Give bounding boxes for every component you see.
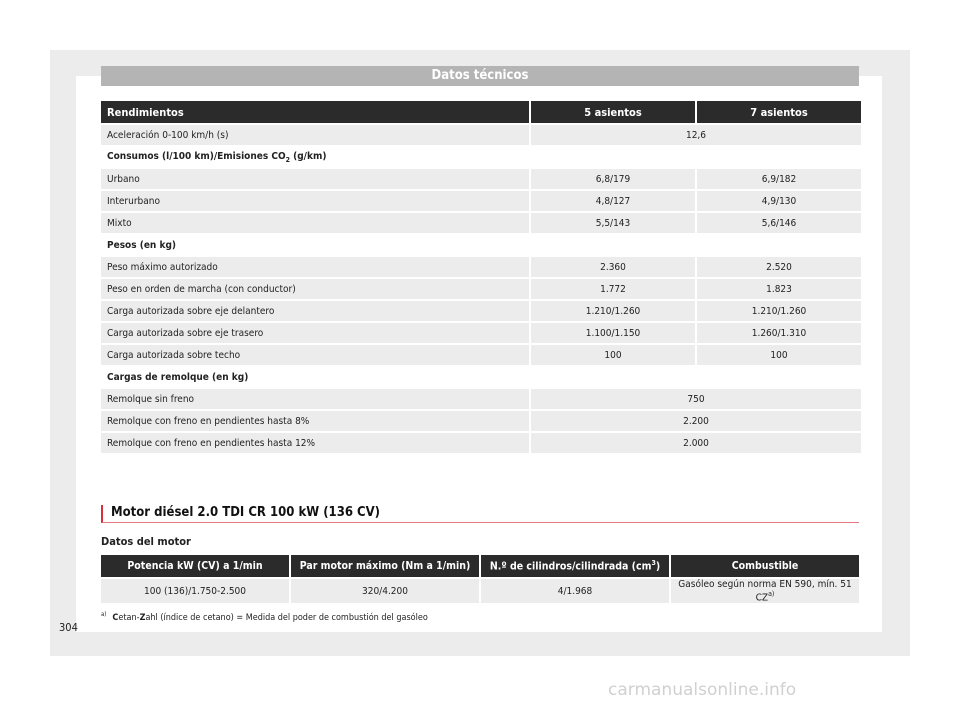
row-label: Mixto (101, 213, 529, 233)
row-label: Peso máximo autorizado (101, 257, 529, 277)
footnote-c: C (112, 613, 119, 623)
row-value-5-seats: 2.360 (531, 257, 695, 277)
row-value-7-seats: 6,9/182 (697, 169, 861, 189)
table-row (101, 433, 861, 453)
footnote-mark: a) (101, 611, 107, 618)
page-number: 304 (59, 621, 78, 634)
row-label: Peso en orden de marcha (con conductor) (101, 279, 529, 299)
footnote-text: ahl (índice de cetano) = Medida del poder de combustión del gasóleo (145, 613, 428, 623)
table-row (101, 169, 861, 189)
value-power: 100 (136)/1.750-2.500 (101, 579, 289, 603)
row-value: 750 (531, 389, 861, 409)
row-label: Remolque con freno en pendientes hasta 12% (101, 433, 529, 453)
row-value-5-seats: 100 (531, 345, 695, 365)
table-row (101, 191, 861, 211)
row-value-5-seats: 5,5/143 (531, 213, 695, 233)
header-7-asientos: 7 asientos (697, 101, 861, 123)
value-cylinders: 4/1.968 (481, 579, 669, 603)
row-label: Carga autorizada sobre techo (101, 345, 529, 365)
row-value-5-seats: 1.772 (531, 279, 695, 299)
header-5-asientos: 5 asientos (531, 101, 695, 123)
section-heading-text: Consumos (l/100 km)/Emisiones CO (107, 150, 286, 162)
value-fuel (671, 579, 859, 603)
row-label: Carga autorizada sobre eje trasero (101, 323, 529, 343)
section-heading-sub: 2 (285, 155, 290, 164)
header-rendimientos: Rendimientos (101, 101, 529, 123)
row-value-5-seats: 1.210/1.260 (531, 301, 695, 321)
row-value-7-seats: 4,9/130 (697, 191, 861, 211)
row-value: 2.200 (531, 411, 861, 431)
performance-table-body (101, 125, 861, 453)
row-value-7-seats: 2.520 (697, 257, 861, 277)
performance-table (99, 99, 863, 455)
row-label: Carga autorizada sobre eje delantero (101, 301, 529, 321)
engine-section-title: Motor diésel 2.0 TDI CR 100 kW (136 CV) (101, 505, 859, 523)
header-cylinders (481, 555, 669, 577)
row-value: 2.000 (531, 433, 861, 453)
row-value-7-seats: 5,6/146 (697, 213, 861, 233)
section-heading (101, 147, 861, 167)
table-row (101, 235, 861, 255)
header-cylinders-close: ) (655, 560, 661, 573)
value-fuel-text: Gasóleo según norma EN 590, mín. 51 CZ (678, 579, 852, 604)
header-power: Potencia kW (CV) a 1/min (101, 555, 289, 577)
table-row (101, 301, 861, 321)
header-fuel: Combustible (671, 555, 859, 577)
table-row (101, 367, 861, 387)
row-label: Remolque sin freno (101, 389, 529, 409)
table-row (101, 411, 861, 431)
fuel-footnote-mark: a) (768, 590, 775, 598)
row-value: 12,6 (531, 125, 861, 145)
header-torque: Par motor máximo (Nm a 1/min) (291, 555, 479, 577)
table-header-row (101, 101, 861, 123)
page-title: Datos técnicos (101, 66, 859, 86)
row-label: Interurbano (101, 191, 529, 211)
row-label: Remolque con freno en pendientes hasta 8% (101, 411, 529, 431)
row-value-7-seats: 1.823 (697, 279, 861, 299)
section-heading: Cargas de remolque (en kg) (101, 367, 861, 387)
row-value-5-seats: 4,8/127 (531, 191, 695, 211)
table-row (101, 213, 861, 233)
table-header-row (101, 555, 859, 577)
footnote (101, 611, 428, 623)
table-row (101, 389, 861, 409)
header-cylinders-sup: 3 (651, 559, 656, 568)
watermark-text: carmanualsonline.info (608, 680, 797, 700)
table-row (101, 125, 861, 145)
row-value-5-seats: 6,8/179 (531, 169, 695, 189)
row-value-5-seats: 1.100/1.150 (531, 323, 695, 343)
row-value-7-seats: 100 (697, 345, 861, 365)
engine-table (99, 553, 861, 605)
section-heading-unit: (g/km) (290, 150, 327, 162)
table-row (101, 147, 861, 167)
table-row (101, 579, 859, 603)
footnote-etan: etan- (118, 613, 140, 623)
row-label: Urbano (101, 169, 529, 189)
row-label: Aceleración 0-100 km/h (s) (101, 125, 529, 145)
engine-data-subtitle: Datos del motor (101, 535, 191, 548)
table-row (101, 323, 861, 343)
footnote-z: Z (139, 613, 146, 623)
table-row (101, 345, 861, 365)
header-cylinders-text: N.º de cilindros/cilindrada (cm (489, 560, 652, 573)
row-value-7-seats: 1.260/1.310 (697, 323, 861, 343)
row-value-7-seats: 1.210/1.260 (697, 301, 861, 321)
section-heading: Pesos (en kg) (101, 235, 861, 255)
value-torque: 320/4.200 (291, 579, 479, 603)
table-row (101, 257, 861, 277)
table-row (101, 279, 861, 299)
